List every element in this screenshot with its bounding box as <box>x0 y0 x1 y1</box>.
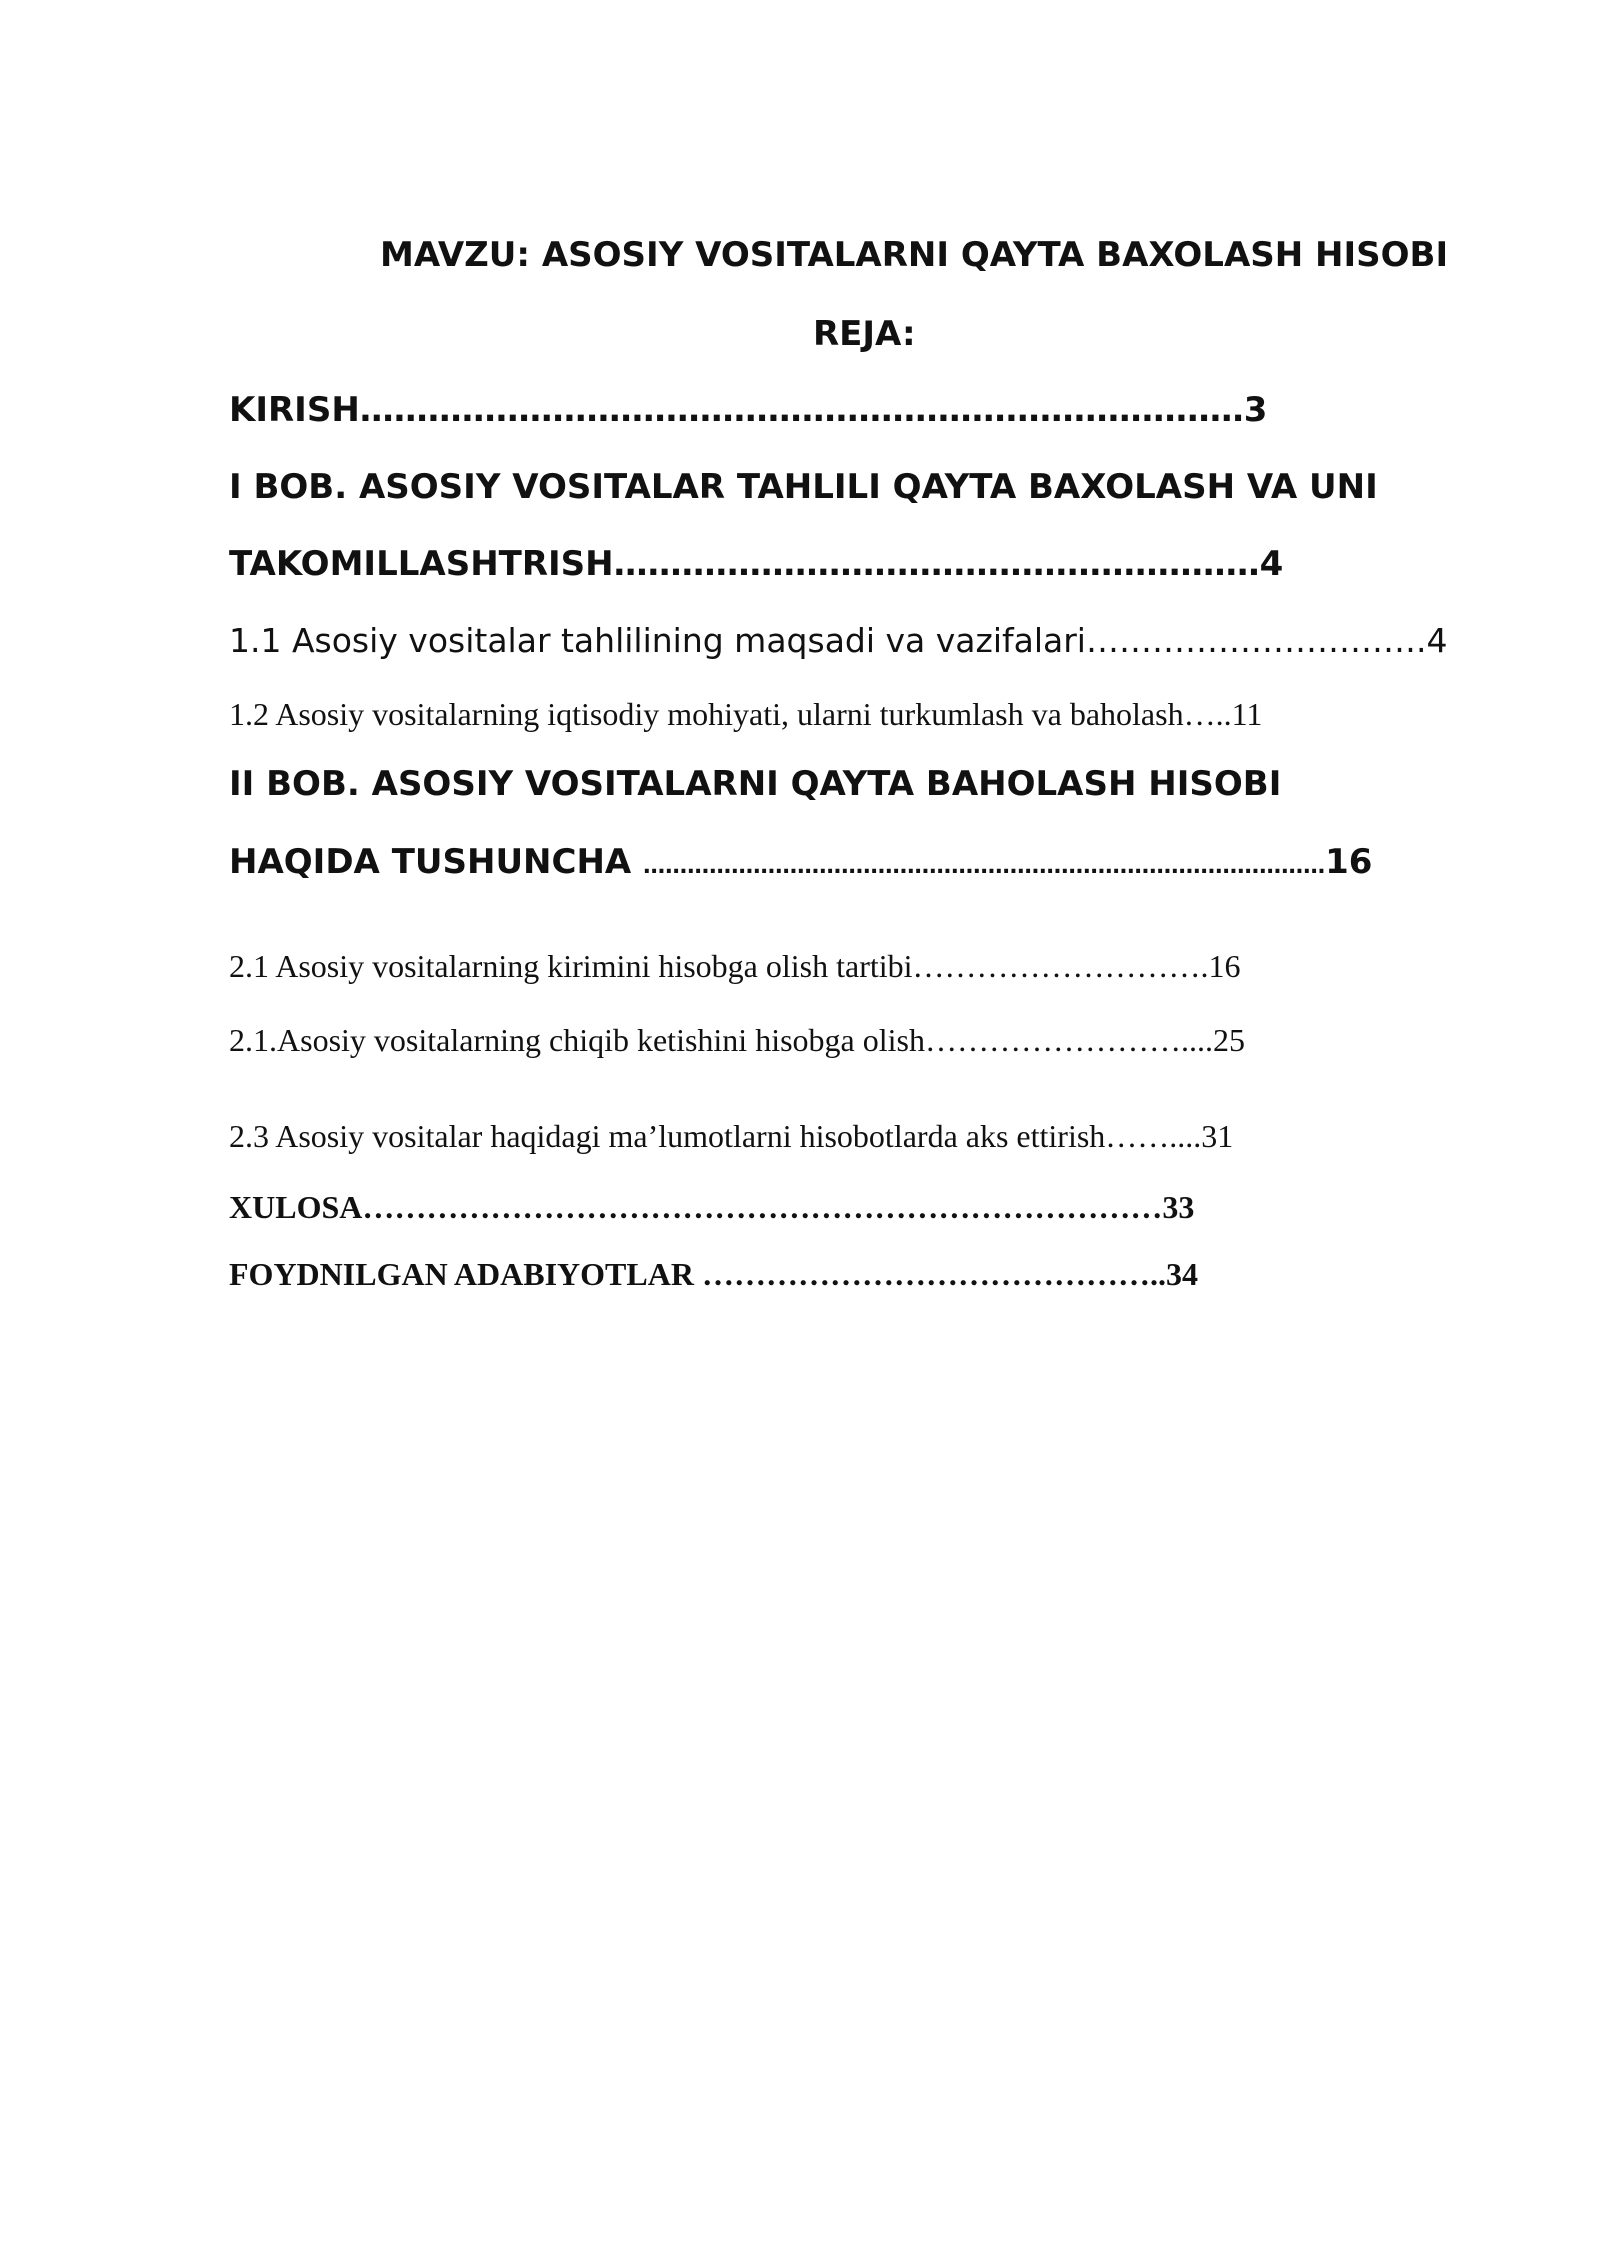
plan-heading: REJA: <box>813 314 916 354</box>
toc-entry-section-2-1: 2.1 Asosiy vositalarning kirimini hisobga olish tartibi……………………….16 <box>229 948 1241 984</box>
toc-chapter2-page-number: 16 <box>1325 842 1373 882</box>
toc-entry-section-1-1: 1.1 Asosiy vositalar tahlilining maqsadi va vazifalari………………………….4 <box>229 621 1448 660</box>
toc-entry-adabiyotlar: FOYDNILGAN ADABIYOTLAR ……………………………………..34 <box>229 1256 1198 1292</box>
document-title: MAVZU: ASOSIY VOSITALARNI QAYTA BAXOLASH HISOBI <box>380 235 1449 275</box>
toc-entry-chapter1-line1: I BOB. ASOSIY VOSITALAR TAHLILI QAYTA BAXOLASH VA UNI <box>229 467 1378 507</box>
toc-entry-xulosa: XULOSA…………………………………………………………………33 <box>229 1189 1195 1225</box>
toc-entry-section-1-2: 1.2 Asosiy vositalarning iqtisodiy mohiyati, ularni turkumlash va baholash…..11 <box>229 696 1263 732</box>
toc-entry-chapter1-line2: TAKOMILLASHTRISH…………………………………………………4 <box>229 544 1284 584</box>
toc-entry-chapter2-line1: II BOB. ASOSIY VOSITALARNI QAYTA BAHOLASH HISOBI <box>229 764 1282 804</box>
toc-entry-section-2-2: 2.1.Asosiy vositalarning chiqib ketishini hisobga olish……………………....25 <box>229 1022 1245 1058</box>
toc-entry-chapter2-line2 <box>229 842 1373 882</box>
toc-entry-kirish: KIRISH……………………………………………………………………3 <box>229 390 1268 430</box>
toc-chapter2-leader-dots: ………………………………………………………………………………… <box>643 854 1326 879</box>
toc-entry-section-2-3: 2.3 Asosiy vositalar haqidagi ma’lumotlarni hisobotlarda aks ettirish……....31 <box>229 1118 1234 1154</box>
toc-chapter2-title-text: HAQIDA TUSHUNCHA <box>229 842 644 882</box>
